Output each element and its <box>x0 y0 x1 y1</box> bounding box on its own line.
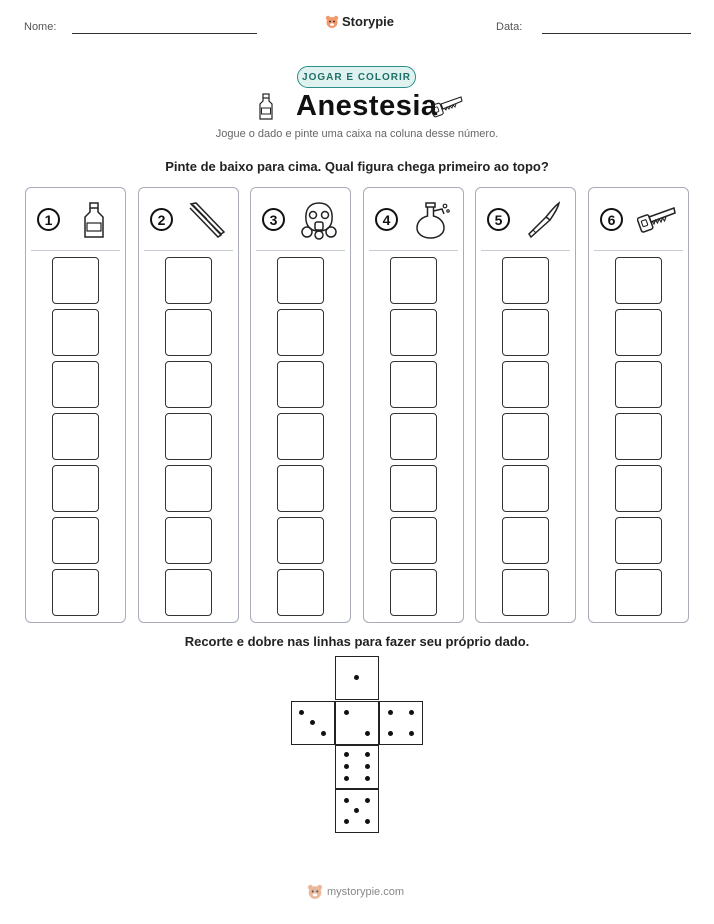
color-box[interactable] <box>390 413 437 460</box>
color-box[interactable] <box>390 361 437 408</box>
die-pip <box>344 776 349 781</box>
column-5 <box>475 187 576 623</box>
bone-saw-icon <box>431 96 463 118</box>
column-header <box>26 188 125 252</box>
color-box[interactable] <box>52 569 99 616</box>
color-box[interactable] <box>52 257 99 304</box>
die-face-1 <box>335 656 379 700</box>
die-pip <box>365 776 370 781</box>
die-pip <box>354 675 359 680</box>
color-box[interactable] <box>502 413 549 460</box>
color-box[interactable] <box>615 569 662 616</box>
color-box[interactable] <box>615 361 662 408</box>
die-pip <box>344 819 349 824</box>
die-pip <box>365 798 370 803</box>
flask-icon <box>412 200 452 240</box>
column-3 <box>250 187 351 623</box>
die-pip <box>344 710 349 715</box>
color-box[interactable] <box>502 309 549 356</box>
color-box[interactable] <box>277 361 324 408</box>
color-box[interactable] <box>390 257 437 304</box>
die-face-4 <box>379 701 423 745</box>
column-2 <box>138 187 239 623</box>
color-box[interactable] <box>502 361 549 408</box>
column-4 <box>363 187 464 623</box>
subtitle: Jogue o dado e pinte uma caixa na coluna desse número. <box>215 128 499 140</box>
die-pip <box>344 764 349 769</box>
bone-saw-icon <box>637 200 677 240</box>
color-box[interactable] <box>615 413 662 460</box>
color-box[interactable] <box>502 257 549 304</box>
color-box[interactable] <box>165 257 212 304</box>
die-pip <box>365 752 370 757</box>
vial-icon <box>258 93 274 121</box>
color-box[interactable] <box>277 309 324 356</box>
column-number: 3 <box>262 208 285 231</box>
color-box[interactable] <box>165 465 212 512</box>
instruction-bottom: Recorte e dobre nas linhas para fazer seu próprio dado. <box>184 634 530 649</box>
color-box[interactable] <box>502 569 549 616</box>
die-pip <box>321 731 326 736</box>
color-box[interactable] <box>52 361 99 408</box>
color-box[interactable] <box>615 257 662 304</box>
column-number: 6 <box>600 208 623 231</box>
die-pip <box>299 710 304 715</box>
color-box[interactable] <box>277 257 324 304</box>
color-box[interactable] <box>390 309 437 356</box>
color-box[interactable] <box>615 517 662 564</box>
name-line <box>72 33 257 34</box>
column-header <box>476 188 575 252</box>
column-header <box>139 188 238 252</box>
color-box[interactable] <box>390 517 437 564</box>
die-pip <box>310 720 315 725</box>
color-box[interactable] <box>615 309 662 356</box>
tweezers-icon <box>187 200 227 240</box>
die-face-5 <box>335 789 379 833</box>
activity-badge: JOGAR E COLORIR <box>297 66 416 88</box>
die-pip <box>388 731 393 736</box>
die-pip <box>365 764 370 769</box>
color-box[interactable] <box>165 309 212 356</box>
color-box[interactable] <box>52 309 99 356</box>
column-number: 2 <box>150 208 173 231</box>
color-box[interactable] <box>165 517 212 564</box>
color-box[interactable] <box>165 413 212 460</box>
die-pip <box>354 808 359 813</box>
storypie-bear-icon <box>307 884 323 900</box>
die-pip <box>409 710 414 715</box>
color-box[interactable] <box>390 569 437 616</box>
die-pip <box>365 731 370 736</box>
color-box[interactable] <box>52 465 99 512</box>
color-box[interactable] <box>277 465 324 512</box>
color-box[interactable] <box>502 517 549 564</box>
column-number: 1 <box>37 208 60 231</box>
die-pip <box>409 731 414 736</box>
brand-name: Storypie <box>342 14 395 29</box>
color-box[interactable] <box>277 569 324 616</box>
date-label: Data: <box>496 21 523 33</box>
vial-icon <box>74 200 114 240</box>
column-divider <box>594 250 683 251</box>
color-box[interactable] <box>52 517 99 564</box>
column-header <box>251 188 350 252</box>
brand-logo <box>325 14 394 29</box>
color-box[interactable] <box>277 413 324 460</box>
column-number: 5 <box>487 208 510 231</box>
die-pip <box>388 710 393 715</box>
column-6 <box>588 187 689 623</box>
column-divider <box>256 250 345 251</box>
die-face-2 <box>335 701 379 745</box>
date-line <box>542 33 691 34</box>
color-box[interactable] <box>502 465 549 512</box>
die-pip <box>344 798 349 803</box>
die-pip <box>344 752 349 757</box>
color-box[interactable] <box>52 413 99 460</box>
footer-url[interactable]: mystorypie.com <box>327 886 405 898</box>
die-face-3 <box>291 701 335 745</box>
footer <box>307 884 404 900</box>
column-number: 4 <box>375 208 398 231</box>
column-divider <box>144 250 233 251</box>
color-box[interactable] <box>165 361 212 408</box>
color-box[interactable] <box>277 517 324 564</box>
column-header <box>364 188 463 252</box>
storypie-bear-icon <box>325 15 339 29</box>
name-label: Nome: <box>24 21 57 33</box>
color-box[interactable] <box>165 569 212 616</box>
column-1 <box>25 187 126 623</box>
scalpel-icon <box>524 200 564 240</box>
column-header <box>589 188 688 252</box>
color-box[interactable] <box>615 465 662 512</box>
column-divider <box>481 250 570 251</box>
gas-mask-icon <box>299 200 339 240</box>
page-title: Anestesia <box>296 90 438 122</box>
column-divider <box>369 250 458 251</box>
column-divider <box>31 250 120 251</box>
color-box[interactable] <box>390 465 437 512</box>
die-face-6 <box>335 745 379 789</box>
die-pip <box>365 819 370 824</box>
instruction-top: Pinte de baixo para cima. Qual figura chega primeiro ao topo? <box>165 159 549 174</box>
